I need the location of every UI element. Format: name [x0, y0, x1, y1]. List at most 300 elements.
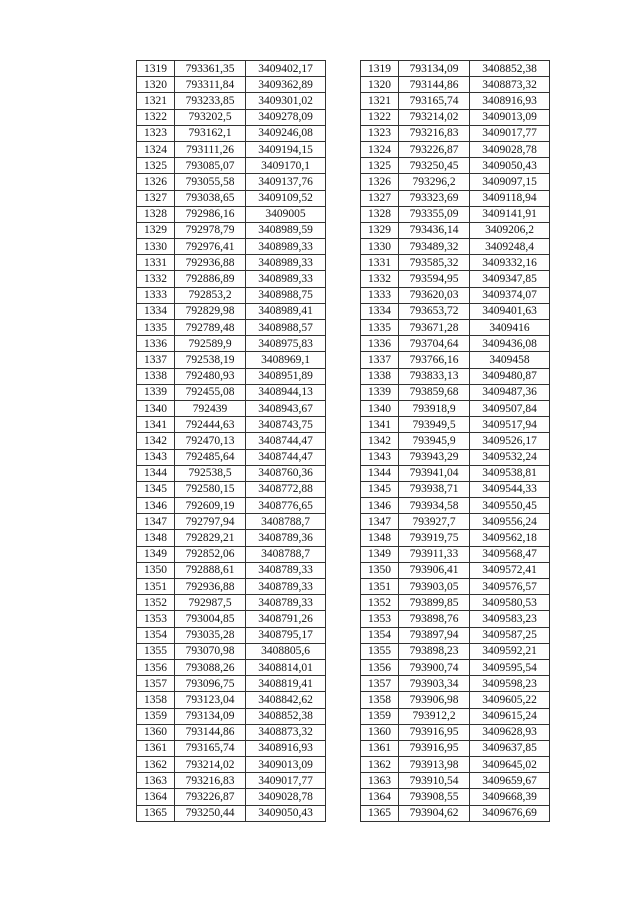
y-coordinate-cell: 3409605,22 [470, 692, 550, 708]
x-coordinate-cell: 792609,19 [175, 498, 246, 514]
table-row [137, 546, 326, 562]
table-row [361, 595, 550, 611]
table-row [361, 352, 550, 368]
table-row [137, 643, 326, 659]
x-coordinate-cell: 792480,93 [175, 368, 246, 384]
x-coordinate-cell: 792444,63 [175, 417, 246, 433]
y-coordinate-cell: 3408788,7 [246, 514, 326, 530]
point-number-cell: 1362 [137, 757, 175, 773]
y-coordinate-cell: 3408943,67 [246, 400, 326, 416]
x-coordinate-cell: 793311,84 [175, 77, 246, 93]
y-coordinate-cell: 3408789,33 [246, 562, 326, 578]
x-coordinate-cell: 793903,05 [399, 579, 470, 595]
x-coordinate-cell: 793897,94 [399, 627, 470, 643]
point-number-cell: 1363 [137, 773, 175, 789]
point-number-cell: 1326 [137, 174, 175, 190]
point-number-cell: 1332 [137, 271, 175, 287]
y-coordinate-cell: 3408975,83 [246, 336, 326, 352]
x-coordinate-cell: 793938,71 [399, 481, 470, 497]
y-coordinate-cell: 3409645,02 [470, 757, 550, 773]
table-row [361, 611, 550, 627]
point-number-cell: 1343 [137, 449, 175, 465]
y-coordinate-cell: 3409572,41 [470, 562, 550, 578]
y-coordinate-cell: 3409017,77 [246, 773, 326, 789]
point-number-cell: 1334 [361, 303, 399, 319]
table-row [137, 417, 326, 433]
table-row [137, 530, 326, 546]
y-coordinate-cell: 3408842,62 [246, 692, 326, 708]
coordinate-table-right [360, 60, 550, 822]
table-row [137, 352, 326, 368]
table-row [137, 93, 326, 109]
y-coordinate-cell: 3409141,91 [470, 206, 550, 222]
y-coordinate-cell: 3408791,26 [246, 611, 326, 627]
y-coordinate-cell: 3408916,93 [246, 740, 326, 756]
y-coordinate-cell: 3409301,02 [246, 93, 326, 109]
y-coordinate-cell: 3409615,24 [470, 708, 550, 724]
x-coordinate-cell: 793927,7 [399, 514, 470, 530]
point-number-cell: 1358 [361, 692, 399, 708]
table-row [361, 61, 550, 77]
table-row [361, 465, 550, 481]
table-row [361, 174, 550, 190]
y-coordinate-cell: 3409332,16 [470, 255, 550, 271]
x-coordinate-cell: 792888,61 [175, 562, 246, 578]
y-coordinate-cell: 3409416 [470, 320, 550, 336]
table-row [361, 724, 550, 740]
y-coordinate-cell: 3408776,65 [246, 498, 326, 514]
point-number-cell: 1357 [361, 676, 399, 692]
y-coordinate-cell: 3409017,77 [470, 125, 550, 141]
x-coordinate-cell: 793055,58 [175, 174, 246, 190]
point-number-cell: 1319 [361, 61, 399, 77]
table-row [137, 740, 326, 756]
x-coordinate-cell: 792789,48 [175, 320, 246, 336]
y-coordinate-cell: 3409668,39 [470, 789, 550, 805]
table-row [137, 805, 326, 821]
y-coordinate-cell: 3409436,08 [470, 336, 550, 352]
point-number-cell: 1338 [137, 368, 175, 384]
point-number-cell: 1324 [361, 141, 399, 157]
y-coordinate-cell: 3409050,43 [470, 158, 550, 174]
y-coordinate-cell: 3409246,08 [246, 125, 326, 141]
point-number-cell: 1321 [361, 93, 399, 109]
point-number-cell: 1323 [137, 125, 175, 141]
x-coordinate-cell: 793214,02 [399, 109, 470, 125]
x-coordinate-cell: 793216,83 [399, 125, 470, 141]
y-coordinate-cell: 3408744,47 [246, 449, 326, 465]
table-row [361, 692, 550, 708]
point-number-cell: 1327 [137, 190, 175, 206]
table-row [361, 190, 550, 206]
table-row [361, 627, 550, 643]
x-coordinate-cell: 793165,74 [175, 740, 246, 756]
y-coordinate-cell: 3409401,63 [470, 303, 550, 319]
y-coordinate-cell: 3408772,88 [246, 481, 326, 497]
point-number-cell: 1353 [137, 611, 175, 627]
y-coordinate-cell: 3408852,38 [470, 61, 550, 77]
x-coordinate-cell: 792455,08 [175, 384, 246, 400]
point-number-cell: 1333 [137, 287, 175, 303]
x-coordinate-cell: 793910,54 [399, 773, 470, 789]
point-number-cell: 1362 [361, 757, 399, 773]
y-coordinate-cell: 3408969,1 [246, 352, 326, 368]
point-number-cell: 1349 [361, 546, 399, 562]
table-row [137, 498, 326, 514]
y-coordinate-cell: 3408795,17 [246, 627, 326, 643]
table-row [137, 676, 326, 692]
x-coordinate-cell: 793123,04 [175, 692, 246, 708]
point-number-cell: 1352 [137, 595, 175, 611]
point-number-cell: 1355 [137, 643, 175, 659]
table-body-left [137, 61, 326, 822]
point-number-cell: 1336 [361, 336, 399, 352]
x-coordinate-cell: 793134,09 [175, 708, 246, 724]
point-number-cell: 1342 [137, 433, 175, 449]
point-number-cell: 1363 [361, 773, 399, 789]
x-coordinate-cell: 793165,74 [399, 93, 470, 109]
point-number-cell: 1329 [361, 222, 399, 238]
table-row [361, 368, 550, 384]
x-coordinate-cell: 792589,9 [175, 336, 246, 352]
x-coordinate-cell: 793898,23 [399, 643, 470, 659]
point-number-cell: 1365 [361, 805, 399, 821]
point-number-cell: 1349 [137, 546, 175, 562]
y-coordinate-cell: 3408873,32 [246, 724, 326, 740]
x-coordinate-cell: 793250,44 [175, 805, 246, 821]
table-row [137, 206, 326, 222]
x-coordinate-cell: 793899,85 [399, 595, 470, 611]
x-coordinate-cell: 792580,15 [175, 481, 246, 497]
table-row [361, 498, 550, 514]
table-row [137, 255, 326, 271]
y-coordinate-cell: 3409676,69 [470, 805, 550, 821]
point-number-cell: 1354 [137, 627, 175, 643]
x-coordinate-cell: 793906,98 [399, 692, 470, 708]
table-row [361, 158, 550, 174]
point-number-cell: 1337 [361, 352, 399, 368]
point-number-cell: 1355 [361, 643, 399, 659]
x-coordinate-cell: 793085,07 [175, 158, 246, 174]
table-row [137, 287, 326, 303]
point-number-cell: 1360 [361, 724, 399, 740]
x-coordinate-cell: 793004,85 [175, 611, 246, 627]
x-coordinate-cell: 793945,9 [399, 433, 470, 449]
x-coordinate-cell: 793035,28 [175, 627, 246, 643]
x-coordinate-cell: 792853,2 [175, 287, 246, 303]
x-coordinate-cell: 793594,95 [399, 271, 470, 287]
x-coordinate-cell: 793900,74 [399, 659, 470, 675]
x-coordinate-cell: 793916,95 [399, 740, 470, 756]
table-row [361, 239, 550, 255]
y-coordinate-cell: 3408916,93 [470, 93, 550, 109]
table-row [361, 773, 550, 789]
table-row [361, 789, 550, 805]
table-row [361, 530, 550, 546]
x-coordinate-cell: 793489,32 [399, 239, 470, 255]
x-coordinate-cell: 792797,94 [175, 514, 246, 530]
x-coordinate-cell: 793361,35 [175, 61, 246, 77]
y-coordinate-cell: 3409402,17 [246, 61, 326, 77]
point-number-cell: 1359 [137, 708, 175, 724]
x-coordinate-cell: 792936,88 [175, 255, 246, 271]
point-number-cell: 1322 [137, 109, 175, 125]
y-coordinate-cell: 3408989,33 [246, 239, 326, 255]
y-coordinate-cell: 3409347,85 [470, 271, 550, 287]
y-coordinate-cell: 3408789,33 [246, 579, 326, 595]
y-coordinate-cell: 3409576,57 [470, 579, 550, 595]
point-number-cell: 1347 [361, 514, 399, 530]
x-coordinate-cell: 792538,19 [175, 352, 246, 368]
table-row [361, 206, 550, 222]
table-row [361, 287, 550, 303]
point-number-cell: 1328 [137, 206, 175, 222]
x-coordinate-cell: 793216,83 [175, 773, 246, 789]
x-coordinate-cell: 793903,34 [399, 676, 470, 692]
table-row [361, 77, 550, 93]
x-coordinate-cell: 793250,45 [399, 158, 470, 174]
point-number-cell: 1347 [137, 514, 175, 530]
x-coordinate-cell: 793226,87 [399, 141, 470, 157]
point-number-cell: 1352 [361, 595, 399, 611]
x-coordinate-cell: 792470,13 [175, 433, 246, 449]
table-row [137, 158, 326, 174]
point-number-cell: 1364 [137, 789, 175, 805]
y-coordinate-cell: 3408988,57 [246, 320, 326, 336]
point-number-cell: 1327 [361, 190, 399, 206]
table-row [361, 433, 550, 449]
table-row [137, 465, 326, 481]
table-row [137, 336, 326, 352]
table-row [137, 789, 326, 805]
y-coordinate-cell: 3408989,41 [246, 303, 326, 319]
x-coordinate-cell: 792829,98 [175, 303, 246, 319]
table-row [361, 336, 550, 352]
point-number-cell: 1323 [361, 125, 399, 141]
table-row [137, 757, 326, 773]
table-row [137, 579, 326, 595]
table-row [361, 579, 550, 595]
y-coordinate-cell: 3408988,75 [246, 287, 326, 303]
table-row [361, 659, 550, 675]
table-row [137, 449, 326, 465]
point-number-cell: 1335 [361, 320, 399, 336]
point-number-cell: 1345 [361, 481, 399, 497]
x-coordinate-cell: 793943,29 [399, 449, 470, 465]
table-row [137, 320, 326, 336]
y-coordinate-cell: 3409097,15 [470, 174, 550, 190]
x-coordinate-cell: 793134,09 [399, 61, 470, 77]
table-row [361, 417, 550, 433]
point-number-cell: 1346 [361, 498, 399, 514]
table-row [361, 562, 550, 578]
x-coordinate-cell: 793088,26 [175, 659, 246, 675]
table-row [137, 109, 326, 125]
y-coordinate-cell: 3409538,81 [470, 465, 550, 481]
y-coordinate-cell: 3408944,13 [246, 384, 326, 400]
point-number-cell: 1351 [137, 579, 175, 595]
y-coordinate-cell: 3409595,54 [470, 659, 550, 675]
table-row [137, 61, 326, 77]
x-coordinate-cell: 793671,28 [399, 320, 470, 336]
x-coordinate-cell: 793202,5 [175, 109, 246, 125]
table-row [361, 481, 550, 497]
table-row [361, 303, 550, 319]
table-row [361, 320, 550, 336]
y-coordinate-cell: 3408743,75 [246, 417, 326, 433]
table-row [361, 93, 550, 109]
point-number-cell: 1340 [137, 400, 175, 416]
point-number-cell: 1340 [361, 400, 399, 416]
y-coordinate-cell: 3409362,89 [246, 77, 326, 93]
point-number-cell: 1360 [137, 724, 175, 740]
table-row [361, 449, 550, 465]
x-coordinate-cell: 793934,58 [399, 498, 470, 514]
table-row [361, 271, 550, 287]
point-number-cell: 1342 [361, 433, 399, 449]
table-row [137, 514, 326, 530]
table-row [137, 627, 326, 643]
y-coordinate-cell: 3409206,2 [470, 222, 550, 238]
point-number-cell: 1364 [361, 789, 399, 805]
point-number-cell: 1330 [361, 239, 399, 255]
table-row [361, 514, 550, 530]
y-coordinate-cell: 3409659,67 [470, 773, 550, 789]
point-number-cell: 1331 [137, 255, 175, 271]
point-number-cell: 1322 [361, 109, 399, 125]
table-row [137, 303, 326, 319]
table-row [137, 595, 326, 611]
y-coordinate-cell: 3409137,76 [246, 174, 326, 190]
point-number-cell: 1357 [137, 676, 175, 692]
table-row [361, 805, 550, 821]
x-coordinate-cell: 793833,13 [399, 368, 470, 384]
point-number-cell: 1336 [137, 336, 175, 352]
y-coordinate-cell: 3409583,23 [470, 611, 550, 627]
table-row [137, 141, 326, 157]
y-coordinate-cell: 3409628,93 [470, 724, 550, 740]
point-number-cell: 1329 [137, 222, 175, 238]
table-row [137, 190, 326, 206]
table-row [137, 368, 326, 384]
x-coordinate-cell: 793908,55 [399, 789, 470, 805]
y-coordinate-cell: 3409562,18 [470, 530, 550, 546]
point-number-cell: 1348 [137, 530, 175, 546]
x-coordinate-cell: 792976,41 [175, 239, 246, 255]
y-coordinate-cell: 3409050,43 [246, 805, 326, 821]
table-row [361, 400, 550, 416]
table-row [137, 562, 326, 578]
y-coordinate-cell: 3408951,89 [246, 368, 326, 384]
x-coordinate-cell: 793436,14 [399, 222, 470, 238]
x-coordinate-cell: 792439 [175, 400, 246, 416]
point-number-cell: 1320 [361, 77, 399, 93]
y-coordinate-cell: 3409556,24 [470, 514, 550, 530]
table-body-right [361, 61, 550, 822]
y-coordinate-cell: 3409028,78 [470, 141, 550, 157]
x-coordinate-cell: 793904,62 [399, 805, 470, 821]
y-coordinate-cell: 3408744,47 [246, 433, 326, 449]
x-coordinate-cell: 793355,09 [399, 206, 470, 222]
table-row [361, 740, 550, 756]
table-row [361, 546, 550, 562]
x-coordinate-cell: 793918,9 [399, 400, 470, 416]
point-number-cell: 1353 [361, 611, 399, 627]
x-coordinate-cell: 792886,89 [175, 271, 246, 287]
y-coordinate-cell: 3408989,33 [246, 255, 326, 271]
y-coordinate-cell: 3409550,45 [470, 498, 550, 514]
x-coordinate-cell: 793912,2 [399, 708, 470, 724]
y-coordinate-cell: 3409118,94 [470, 190, 550, 206]
y-coordinate-cell: 3409109,52 [246, 190, 326, 206]
point-number-cell: 1334 [137, 303, 175, 319]
table-row [137, 222, 326, 238]
point-number-cell: 1356 [137, 659, 175, 675]
x-coordinate-cell: 793704,64 [399, 336, 470, 352]
y-coordinate-cell: 3408789,33 [246, 595, 326, 611]
point-number-cell: 1341 [361, 417, 399, 433]
y-coordinate-cell: 3409532,24 [470, 449, 550, 465]
table-row [361, 757, 550, 773]
y-coordinate-cell: 3408814,01 [246, 659, 326, 675]
point-number-cell: 1331 [361, 255, 399, 271]
table-row [137, 708, 326, 724]
x-coordinate-cell: 792987,5 [175, 595, 246, 611]
table-row [137, 174, 326, 190]
x-coordinate-cell: 793144,86 [399, 77, 470, 93]
point-number-cell: 1339 [361, 384, 399, 400]
x-coordinate-cell: 793296,2 [399, 174, 470, 190]
point-number-cell: 1348 [361, 530, 399, 546]
table-row [137, 611, 326, 627]
point-number-cell: 1351 [361, 579, 399, 595]
point-number-cell: 1346 [137, 498, 175, 514]
x-coordinate-cell: 793096,75 [175, 676, 246, 692]
y-coordinate-cell: 3408989,59 [246, 222, 326, 238]
point-number-cell: 1356 [361, 659, 399, 675]
point-number-cell: 1354 [361, 627, 399, 643]
x-coordinate-cell: 793070,98 [175, 643, 246, 659]
y-coordinate-cell: 3409480,87 [470, 368, 550, 384]
x-coordinate-cell: 793916,95 [399, 724, 470, 740]
table-row [137, 400, 326, 416]
table-row [361, 141, 550, 157]
table-row [361, 222, 550, 238]
x-coordinate-cell: 793226,87 [175, 789, 246, 805]
point-number-cell: 1344 [361, 465, 399, 481]
y-coordinate-cell: 3409637,85 [470, 740, 550, 756]
point-number-cell: 1350 [361, 562, 399, 578]
coordinate-table-left [136, 60, 326, 822]
table-row [137, 271, 326, 287]
point-number-cell: 1338 [361, 368, 399, 384]
point-number-cell: 1339 [137, 384, 175, 400]
x-coordinate-cell: 793859,68 [399, 384, 470, 400]
x-coordinate-cell: 792852,06 [175, 546, 246, 562]
table-row [361, 109, 550, 125]
point-number-cell: 1324 [137, 141, 175, 157]
x-coordinate-cell: 792936,88 [175, 579, 246, 595]
y-coordinate-cell: 3408989,33 [246, 271, 326, 287]
y-coordinate-cell: 3409517,94 [470, 417, 550, 433]
x-coordinate-cell: 793766,16 [399, 352, 470, 368]
point-number-cell: 1326 [361, 174, 399, 190]
y-coordinate-cell: 3409544,33 [470, 481, 550, 497]
x-coordinate-cell: 792829,21 [175, 530, 246, 546]
point-number-cell: 1365 [137, 805, 175, 821]
table-row [137, 239, 326, 255]
x-coordinate-cell: 793653,72 [399, 303, 470, 319]
